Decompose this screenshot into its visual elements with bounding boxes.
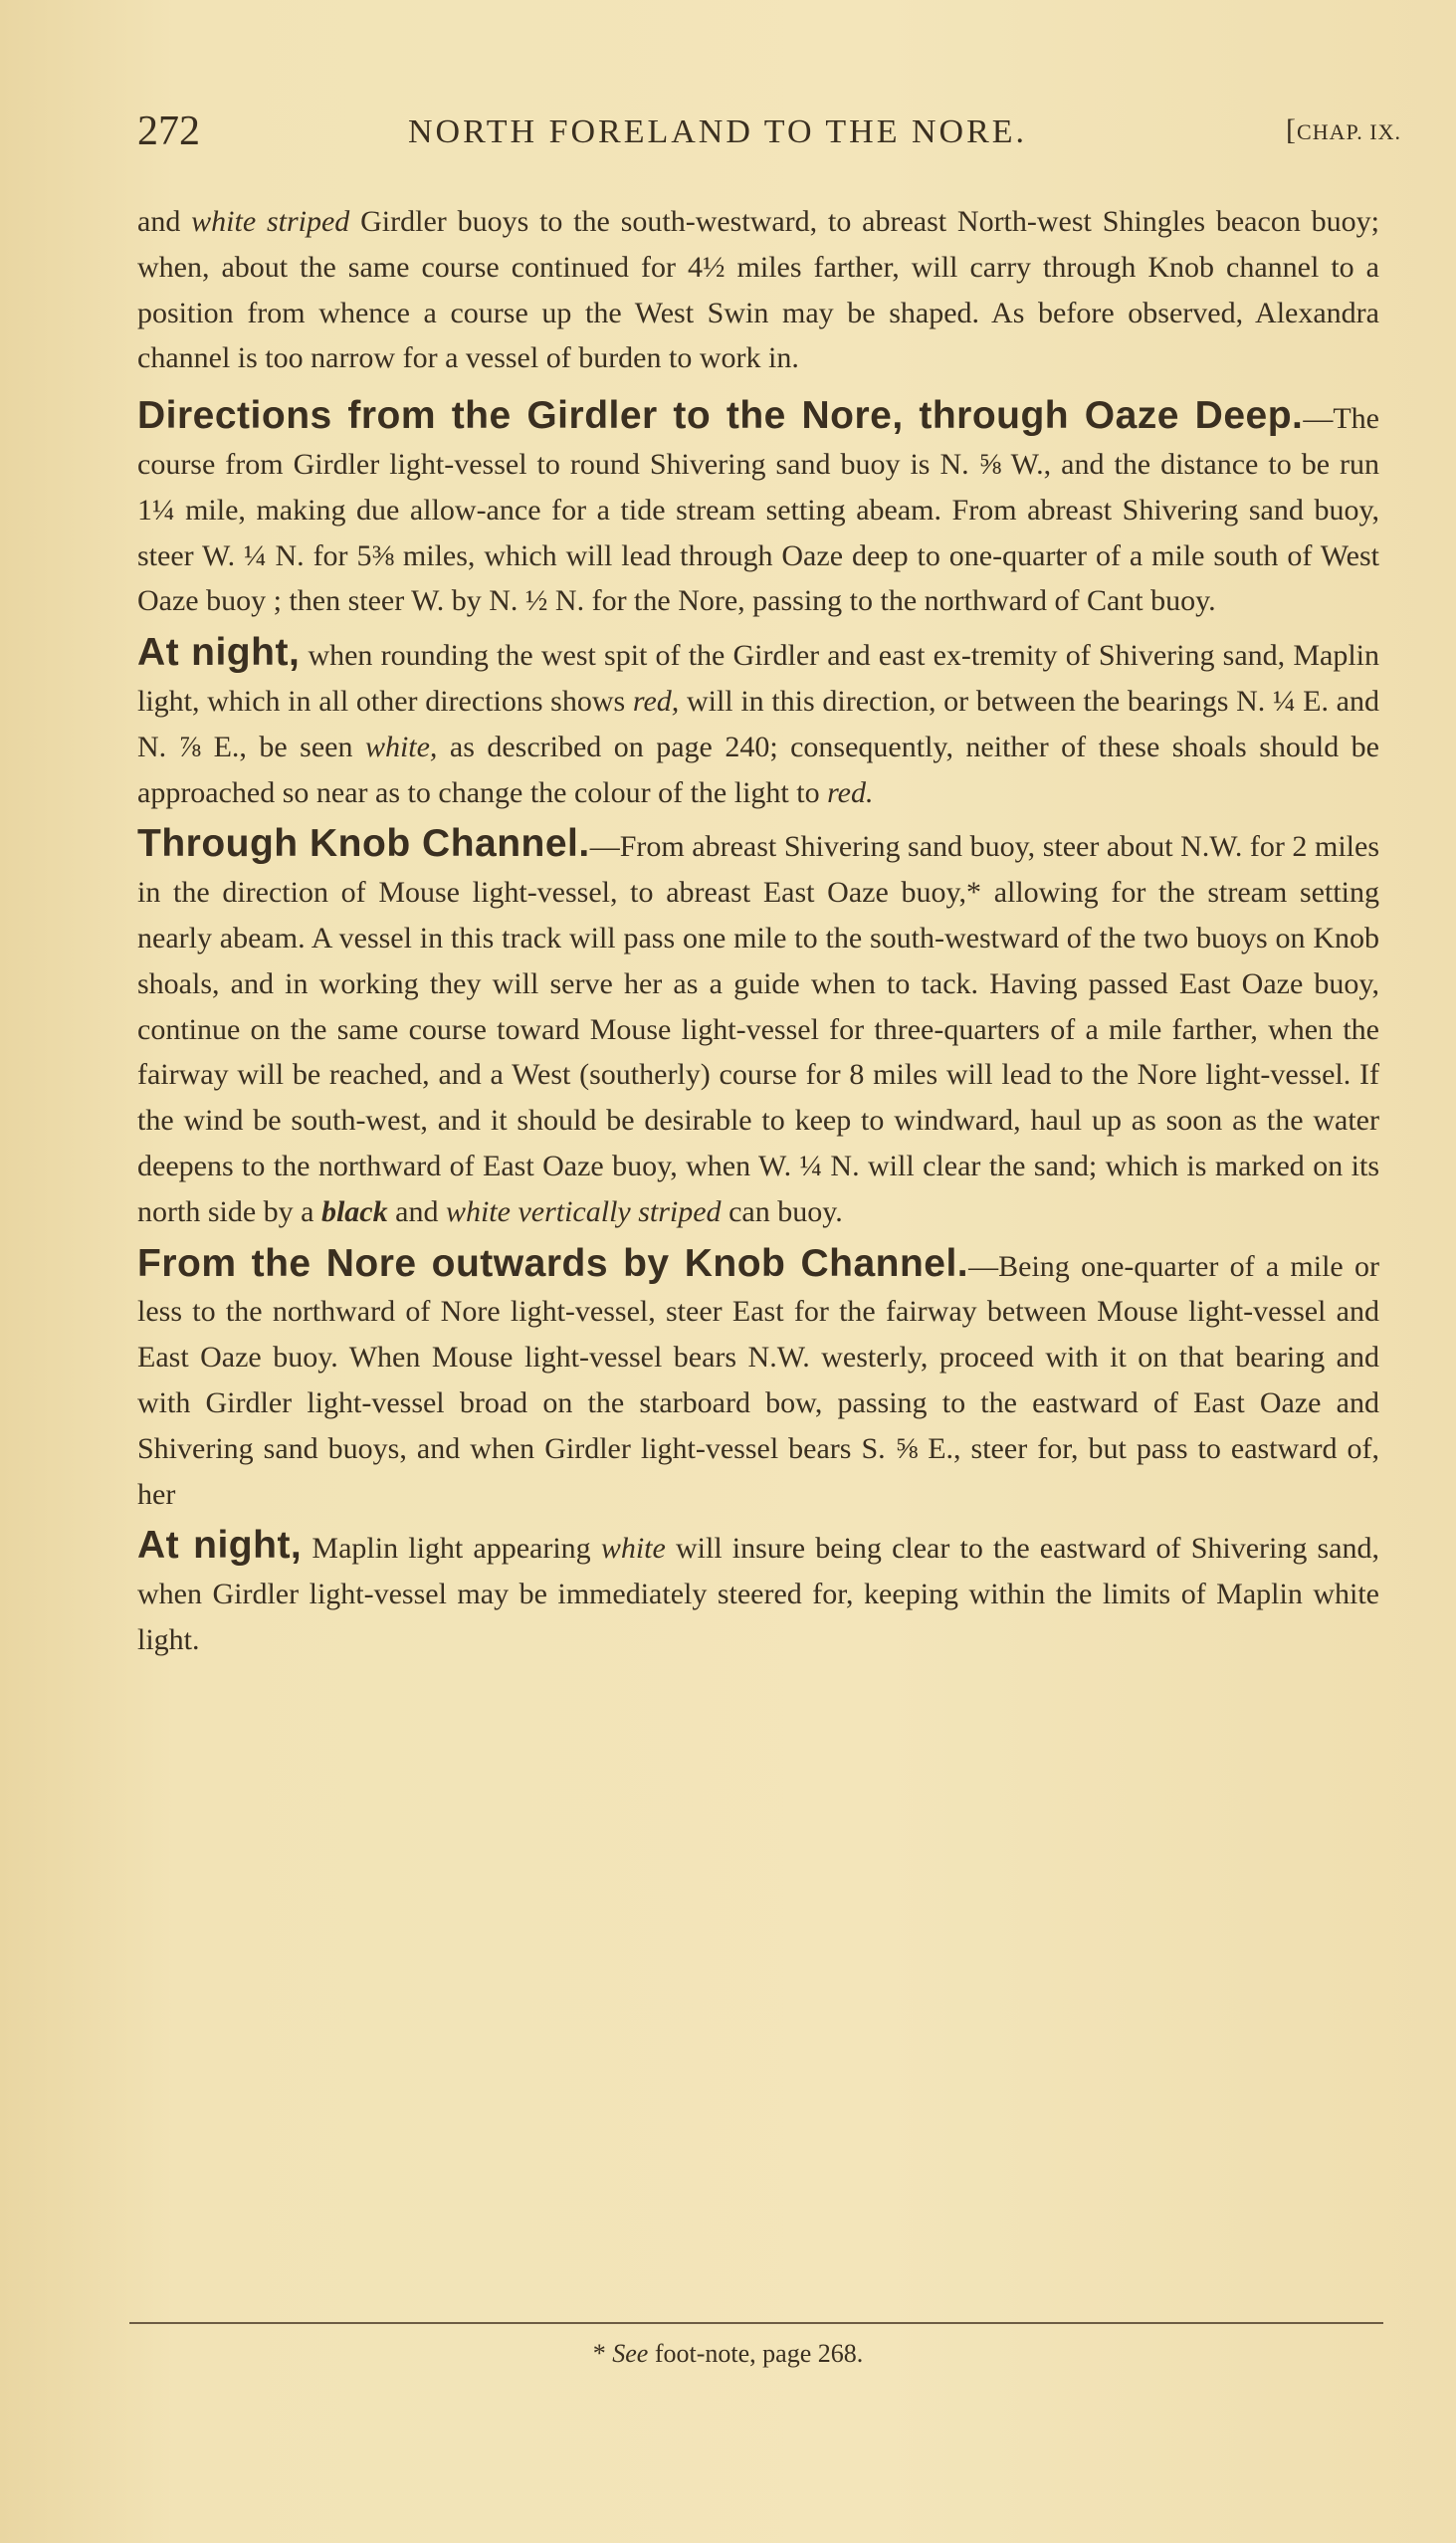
section-heading-at-night: At night, <box>137 631 301 675</box>
text-run: will insure being clear to the eastward of Shivering sand, when Girdler light-vessel may be immediately steered for, keeping within the limits of Maplin white light. <box>137 1532 1379 1656</box>
text-run: and <box>137 205 192 238</box>
italic-run: red. <box>827 775 874 809</box>
paragraph-oaze-deep <box>137 393 1379 624</box>
text-run: —Being one-quarter of a mile or less to the northward of Nore light-vessel, steer East for the fairway between Mouse light-vessel and East Oaze buoy. When Mouse light-vessel bears N.W. westerly, proceed with it on that bearing and with Girdler light-vessel broad on the starboard bow, passing to the eastward of East Oaze and Shivering sand buoys, and when Girdler light-vessel bears S. ⅝ E., steer for, but pass to eastward of, her <box>137 1249 1379 1511</box>
chapter-bracket: [ <box>1286 113 1298 146</box>
section-heading-oaze-deep: Directions from the Girdler to the Nore, through Oaze Deep. <box>137 394 1304 438</box>
text-run: when rounding the west spit of the Girdler and east ex-tremity of Shivering sand, Maplin light, which in all other directions shows <box>137 639 1379 718</box>
text-run: —The course from Girdler light-vessel to round Shivering sand buoy is N. ⅝ W., and the distance to be run 1¼ mile, making due allow-ance for a tide stream setting abeam. From abreast Shivering sand buoy, steer W. ¼ N. for 5⅜ miles, which will lead through Oaze deep to one-quarter of a mile south of West Oaze buoy ; then steer W. by N. ½ N. for the Nore, passing to the northward of Cant buoy. <box>137 402 1379 618</box>
text-run: Girdler buoys to the south-westward, to abreast North-west Shingles beacon buoy; when, about the same course continued for 4½ miles farther, will carry through Knob channel to a position from whence a course up the West Swin may be shaped. As before observed, Alexandra channel is too narrow for a vessel of burden to work in. <box>137 205 1379 375</box>
italic-run: white <box>600 1532 666 1566</box>
paragraph-knob-channel <box>137 821 1379 1234</box>
chapter-label <box>1286 113 1401 147</box>
text-run: will in this direction, or between the bearings N. ¼ E. and N. ⅞ E., be seen <box>137 684 1379 763</box>
body-text <box>137 199 1379 1663</box>
footnote-rule <box>129 2322 1383 2324</box>
paragraph-nore-outwards <box>137 1241 1379 1518</box>
footnote-text: foot-note, page 268. <box>648 2339 864 2368</box>
bold-italic-run: black <box>320 1194 388 1228</box>
italic-run: white vertically striped <box>445 1194 722 1228</box>
running-title: NORTH FORELAND TO THE NORE. <box>408 113 1028 150</box>
paragraph-at-night-2 <box>137 1523 1379 1662</box>
paragraph-1 <box>137 199 1379 381</box>
text-run: Maplin light appearing <box>302 1532 601 1566</box>
text-run: —From abreast Shivering sand buoy, steer about N.W. for 2 miles in the direction of Mouse light-vessel, to abreast East Oaze buoy,* allowing for the stream setting nearly abeam. A vessel in this track will pass one mile to the south-westward of the two buoys on Knob shoals, and in working they will serve her as a guide when to tack. Having passed East Oaze buoy, continue on the same course toward Mouse light-vessel for three-quarters of a mile farther, when the fairway will be reached, and a West (southerly) course for 8 miles will lead to the Nore light-vessel. If the wind be south-west, and it should be desirable to keep to windward, haul up as soon as the water deepens to the northward of East Oaze buoy, when W. ¼ N. will clear the sand; which is marked on its north side by a <box>137 830 1379 1228</box>
page-number: 272 <box>137 108 200 154</box>
section-heading-knob-channel: Through Knob Channel. <box>137 822 590 866</box>
footnote <box>0 2339 1456 2369</box>
chapter-text: CHAP. IX. <box>1297 119 1401 144</box>
section-heading-at-night: At night, <box>137 1524 303 1568</box>
italic-run: white, <box>364 730 438 763</box>
section-heading-nore-outwards: From the Nore outwards by Knob Channel. <box>137 1241 969 1285</box>
paragraph-at-night-1 <box>137 630 1379 815</box>
text-run: can buoy. <box>721 1194 843 1228</box>
italic-run: white striped <box>191 205 350 238</box>
footnote-italic: See <box>612 2339 649 2368</box>
footnote-marker: * <box>592 2339 606 2368</box>
text-run: and <box>387 1194 446 1228</box>
text-run: as described on page 240; consequently, neither of these shoals should be approached so near as to change the colour of the light to <box>137 730 1379 809</box>
italic-run: red, <box>632 684 680 718</box>
running-header <box>137 107 1401 157</box>
